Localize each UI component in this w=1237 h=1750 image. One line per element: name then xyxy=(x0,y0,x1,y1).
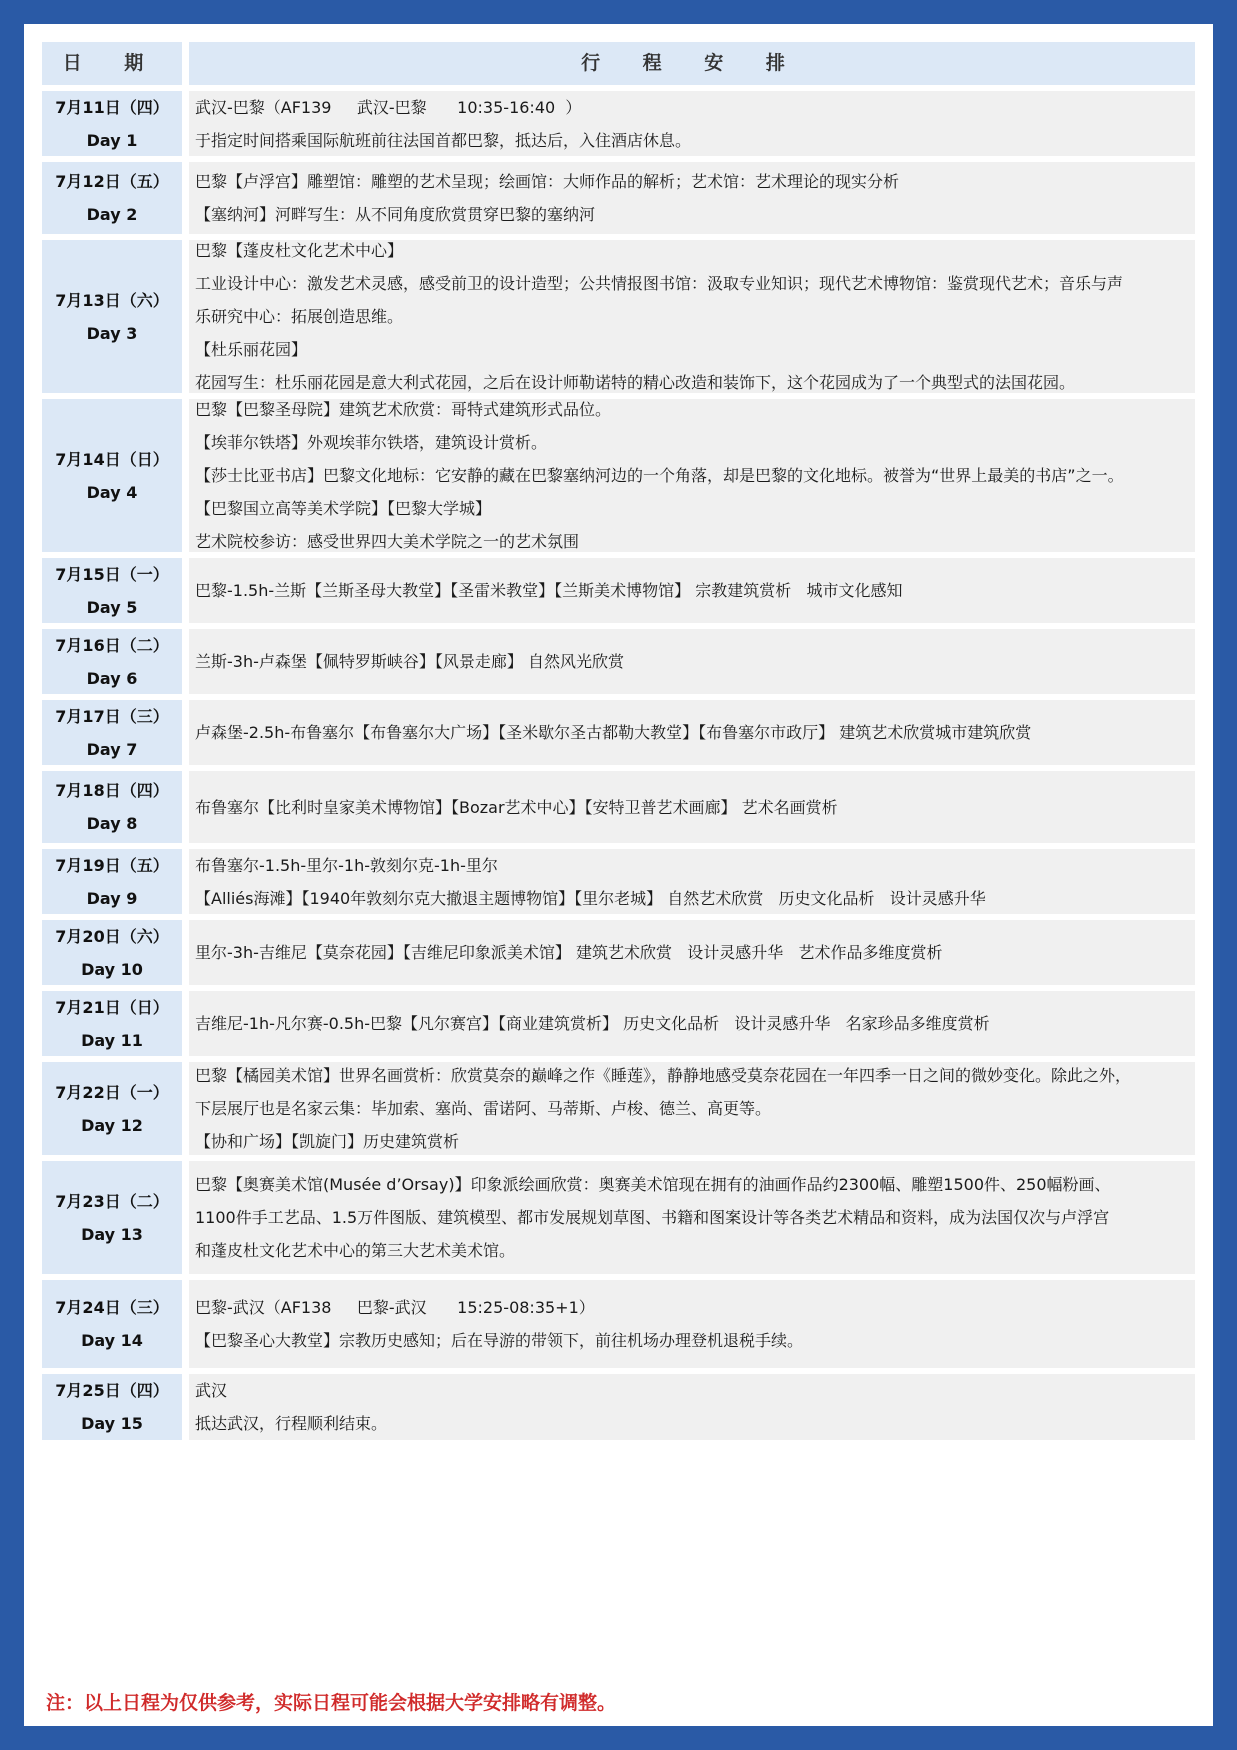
date-label: 7月21日（日） xyxy=(55,997,169,1017)
day-label: Day 9 xyxy=(86,888,138,908)
date-label: 7月20日（六） xyxy=(55,926,169,946)
date-cell xyxy=(42,1062,182,1155)
itinerary-rows xyxy=(42,91,1195,1440)
plan-column-header: 行 程 安 排 xyxy=(189,42,1195,85)
plan-line: 巴黎【卢浮宫】雕塑馆：雕塑的艺术呈现；绘画馆：大师作品的解析；艺术馆：艺术理论的现实分析 xyxy=(195,172,900,191)
plan-cell xyxy=(189,920,1195,985)
plan-cell xyxy=(189,162,1195,234)
plan-line: 于指定时间搭乘国际航班前往法国首都巴黎，抵达后，入住酒店休息。 xyxy=(195,130,692,150)
table-row xyxy=(42,162,1195,234)
plan-line: 武汉-巴黎（AF139 武汉-巴黎 10:35-16:40 ） xyxy=(195,97,582,117)
date-cell xyxy=(42,1161,182,1274)
plan-cell xyxy=(189,1062,1195,1155)
table-row xyxy=(42,240,1195,393)
plan-cell xyxy=(189,629,1195,694)
plan-line: 巴黎【奥赛美术馆(Musée d’Orsay)】印象派绘画欣赏：奥赛美术馆现在拥有的油画作品约2300幅、雕塑1500件、250幅粉画、 xyxy=(195,1175,1111,1194)
table-row xyxy=(42,558,1195,623)
table-row xyxy=(42,991,1195,1056)
plan-cell xyxy=(189,700,1195,765)
table-row xyxy=(42,629,1195,694)
plan-line: 巴黎-武汉（AF138 巴黎-武汉 15:25-08:35+1） xyxy=(195,1298,595,1317)
plan-line: 乐研究中心：拓展创造思维。 xyxy=(195,307,404,326)
plan-line: 吉维尼-1h-凡尔赛-0.5h-巴黎【凡尔赛宫】【商业建筑赏析】 历史文化品析 设计灵感升华 名家珍品多维度赏析 xyxy=(195,1014,990,1033)
plan-line: 工业设计中心：激发艺术灵感，感受前卫的设计造型；公共情报图书馆：汲取专业知识；现代艺术博物馆：鉴赏现代艺术；音乐与声 xyxy=(195,274,1124,293)
table-header xyxy=(42,42,1195,85)
table-row xyxy=(42,91,1195,156)
plan-line: 【巴黎国立高等美术学院】【巴黎大学城】 xyxy=(195,499,492,518)
day-label: Day 8 xyxy=(86,814,138,833)
day-label: Day 7 xyxy=(86,739,138,759)
plan-cell xyxy=(189,91,1195,156)
plan-line: 巴黎【蓬皮杜文化艺术中心】 xyxy=(195,241,404,260)
plan-line: 巴黎【橘园美术馆】世界名画赏析：欣赏莫奈的巅峰之作《睡莲》，静静地感受莫奈花园在一年四季一日之间的微妙变化。除此之外， xyxy=(195,1066,1132,1085)
date-cell xyxy=(42,240,182,393)
table-row xyxy=(42,1161,1195,1274)
day-label: Day 10 xyxy=(81,959,143,979)
plan-line: 【巴黎圣心大教堂】宗教历史感知；后在导游的带领下，前往机场办理登机退税手续。 xyxy=(195,1331,804,1350)
plan-cell xyxy=(189,240,1195,393)
table-row xyxy=(42,1374,1195,1440)
date-cell xyxy=(42,91,182,156)
date-label: 7月23日（二） xyxy=(55,1191,169,1211)
day-label: Day 15 xyxy=(81,1414,143,1433)
date-cell xyxy=(42,1280,182,1368)
plan-cell xyxy=(189,991,1195,1056)
date-cell xyxy=(42,849,182,914)
day-label: Day 2 xyxy=(86,205,138,224)
date-cell xyxy=(42,1374,182,1440)
table-row xyxy=(42,1280,1195,1368)
plan-line: 【杜乐丽花园】 xyxy=(195,340,308,359)
footnote: 注：以上日程为仅供参考，实际日程可能会根据大学安排略有调整。 xyxy=(46,1692,617,1714)
date-cell xyxy=(42,162,182,234)
date-label: 7月24日（三） xyxy=(55,1298,169,1317)
day-label: Day 1 xyxy=(86,130,138,150)
date-label: 7月12日（五） xyxy=(55,172,169,191)
date-label: 7月15日（一） xyxy=(55,564,169,584)
day-label: Day 12 xyxy=(81,1115,143,1135)
plan-cell xyxy=(189,399,1195,552)
date-cell xyxy=(42,991,182,1056)
plan-cell xyxy=(189,558,1195,623)
day-label: Day 14 xyxy=(81,1331,143,1350)
date-cell xyxy=(42,399,182,552)
itinerary-sheet xyxy=(24,24,1213,1726)
date-label: 7月16日（二） xyxy=(55,635,169,655)
plan-line: 1100件手工艺品、1.5万件图版、建筑模型、都市发展规划草图、书籍和图案设计等各类艺术精品和资料，成为法国仅次与卢浮宫 xyxy=(195,1208,1110,1227)
plan-line: 巴黎-1.5h-兰斯【兰斯圣母大教堂】【圣雷米教堂】【兰斯美术博物馆】 宗教建筑赏析 城市文化感知 xyxy=(195,581,903,600)
plan-line: 【塞纳河】河畔写生：从不同角度欣赏贯穿巴黎的塞纳河 xyxy=(195,205,596,224)
date-label: 7月17日（三） xyxy=(55,706,169,726)
plan-cell xyxy=(189,1374,1195,1440)
date-cell xyxy=(42,771,182,843)
plan-cell xyxy=(189,1280,1195,1368)
plan-line: 【Alliés海滩】【1940年敦刻尔克大撤退主题博物馆】【里尔老城】 自然艺术欣赏 历史文化品析 设计灵感升华 xyxy=(195,888,986,908)
plan-line: 抵达武汉，行程顺利结束。 xyxy=(195,1414,388,1433)
table-row xyxy=(42,849,1195,914)
table-row xyxy=(42,1062,1195,1155)
plan-cell xyxy=(189,771,1195,843)
date-label: 7月19日（五） xyxy=(55,855,169,875)
date-cell xyxy=(42,700,182,765)
day-label: Day 5 xyxy=(86,597,138,617)
day-label: Day 4 xyxy=(86,482,138,502)
plan-cell xyxy=(189,849,1195,914)
plan-line: 和蓬皮杜文化艺术中心的第三大艺术美术馆。 xyxy=(195,1241,516,1260)
plan-line: 巴黎【巴黎圣母院】建筑艺术欣赏：哥特式建筑形式品位。 xyxy=(195,400,612,419)
day-label: Day 6 xyxy=(86,668,138,688)
table-row xyxy=(42,771,1195,843)
table-row xyxy=(42,399,1195,552)
plan-line: 卢森堡-2.5h-布鲁塞尔【布鲁塞尔大广场】【圣米歇尔圣古都勒大教堂】【布鲁塞尔市政厅】 建筑艺术欣赏城市建筑欣赏 xyxy=(195,723,1032,742)
plan-line: 布鲁塞尔【比利时皇家美术博物馆】【Bozar艺术中心】【安特卫普艺术画廊】 艺术名画赏析 xyxy=(195,797,838,817)
plan-line: 【协和广场】【凯旋门】历史建筑赏析 xyxy=(195,1132,460,1151)
plan-line: 布鲁塞尔-1.5h-里尔-1h-敦刻尔克-1h-里尔 xyxy=(195,855,498,875)
date-label: 7月18日（四） xyxy=(55,781,169,800)
table-row xyxy=(42,920,1195,985)
plan-line: 艺术院校参访：感受世界四大美术学院之一的艺术氛围 xyxy=(195,532,580,551)
plan-cell xyxy=(189,1161,1195,1274)
day-label: Day 13 xyxy=(81,1224,143,1244)
plan-line: 里尔-3h-吉维尼【莫奈花园】【吉维尼印象派美术馆】 建筑艺术欣赏 设计灵感升华 艺术作品多维度赏析 xyxy=(195,943,943,962)
date-cell xyxy=(42,920,182,985)
date-label: 7月14日（日） xyxy=(55,449,169,469)
plan-line: 【埃菲尔铁塔】外观埃菲尔铁塔，建筑设计赏析。 xyxy=(195,433,548,452)
table-row xyxy=(42,700,1195,765)
date-label: 7月11日（四） xyxy=(55,97,169,117)
plan-line: 武汉 xyxy=(195,1381,228,1400)
plan-line: 下层展厅也是名家云集：毕加索、塞尚、雷诺阿、马蒂斯、卢梭、德兰、高更等。 xyxy=(195,1099,772,1118)
date-column-header: 日 期 xyxy=(42,42,182,85)
date-label: 7月22日（一） xyxy=(55,1082,169,1102)
date-cell xyxy=(42,629,182,694)
date-cell xyxy=(42,558,182,623)
day-label: Day 3 xyxy=(86,323,138,343)
date-label: 7月13日（六） xyxy=(55,290,169,310)
plan-line: 【莎士比亚书店】巴黎文化地标：它安静的藏在巴黎塞纳河边的一个角落，却是巴黎的文化地标。被誉为“世界上最美的书店”之一。 xyxy=(195,466,1124,485)
plan-line: 花园写生：杜乐丽花园是意大利式花园，之后在设计师勒诺特的精心改造和装饰下，这个花园成为了一个典型式的法国花园。 xyxy=(195,373,1076,392)
itinerary-table xyxy=(42,42,1195,1446)
day-label: Day 11 xyxy=(81,1030,143,1050)
date-label: 7月25日（四） xyxy=(55,1381,169,1400)
plan-line: 兰斯-3h-卢森堡【佩特罗斯峡谷】【风景走廊】 自然风光欣赏 xyxy=(195,652,624,671)
